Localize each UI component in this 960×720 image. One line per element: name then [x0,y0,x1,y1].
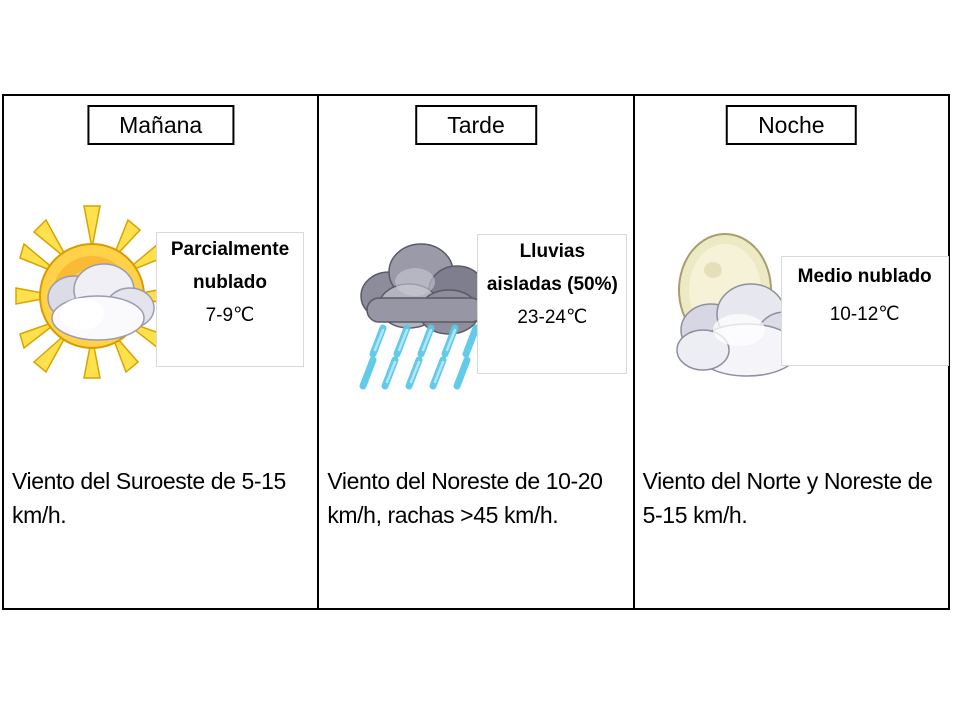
wind-text-night: Viento del Norte y Noreste de 5-15 km/h. [642,468,933,528]
condition-line: Lluvias [519,241,586,262]
wind-text-morning: Viento del Suroeste de 5-15 km/h. [12,468,286,528]
forecast-column-morning [4,96,319,608]
forecast-column-night [635,96,948,608]
condition-box-morning [156,232,304,367]
condition-box-night [781,256,949,366]
condition-line: nublado [193,272,267,293]
period-label-afternoon: Tarde [415,105,537,145]
condition-line: aisladas (50%) [486,274,618,295]
sun-behind-cloud-icon [12,202,172,402]
temperature-range: 7-9℃ [205,305,255,326]
condition-line: Parcialmente [170,239,290,260]
forecast-table [2,94,950,610]
wind-text-afternoon: Viento del Noreste de 10-20 km/h, rachas >45 km/h. [327,468,603,528]
period-label-morning: Mañana [87,105,234,145]
temperature-range: 10-12℃ [829,304,900,325]
temperature-range: 23-24℃ [517,307,588,328]
period-label-night: Noche [726,105,856,145]
condition-box-afternoon [477,234,627,374]
forecast-column-afternoon [319,96,634,608]
condition-line: Medio nublado [797,266,932,287]
